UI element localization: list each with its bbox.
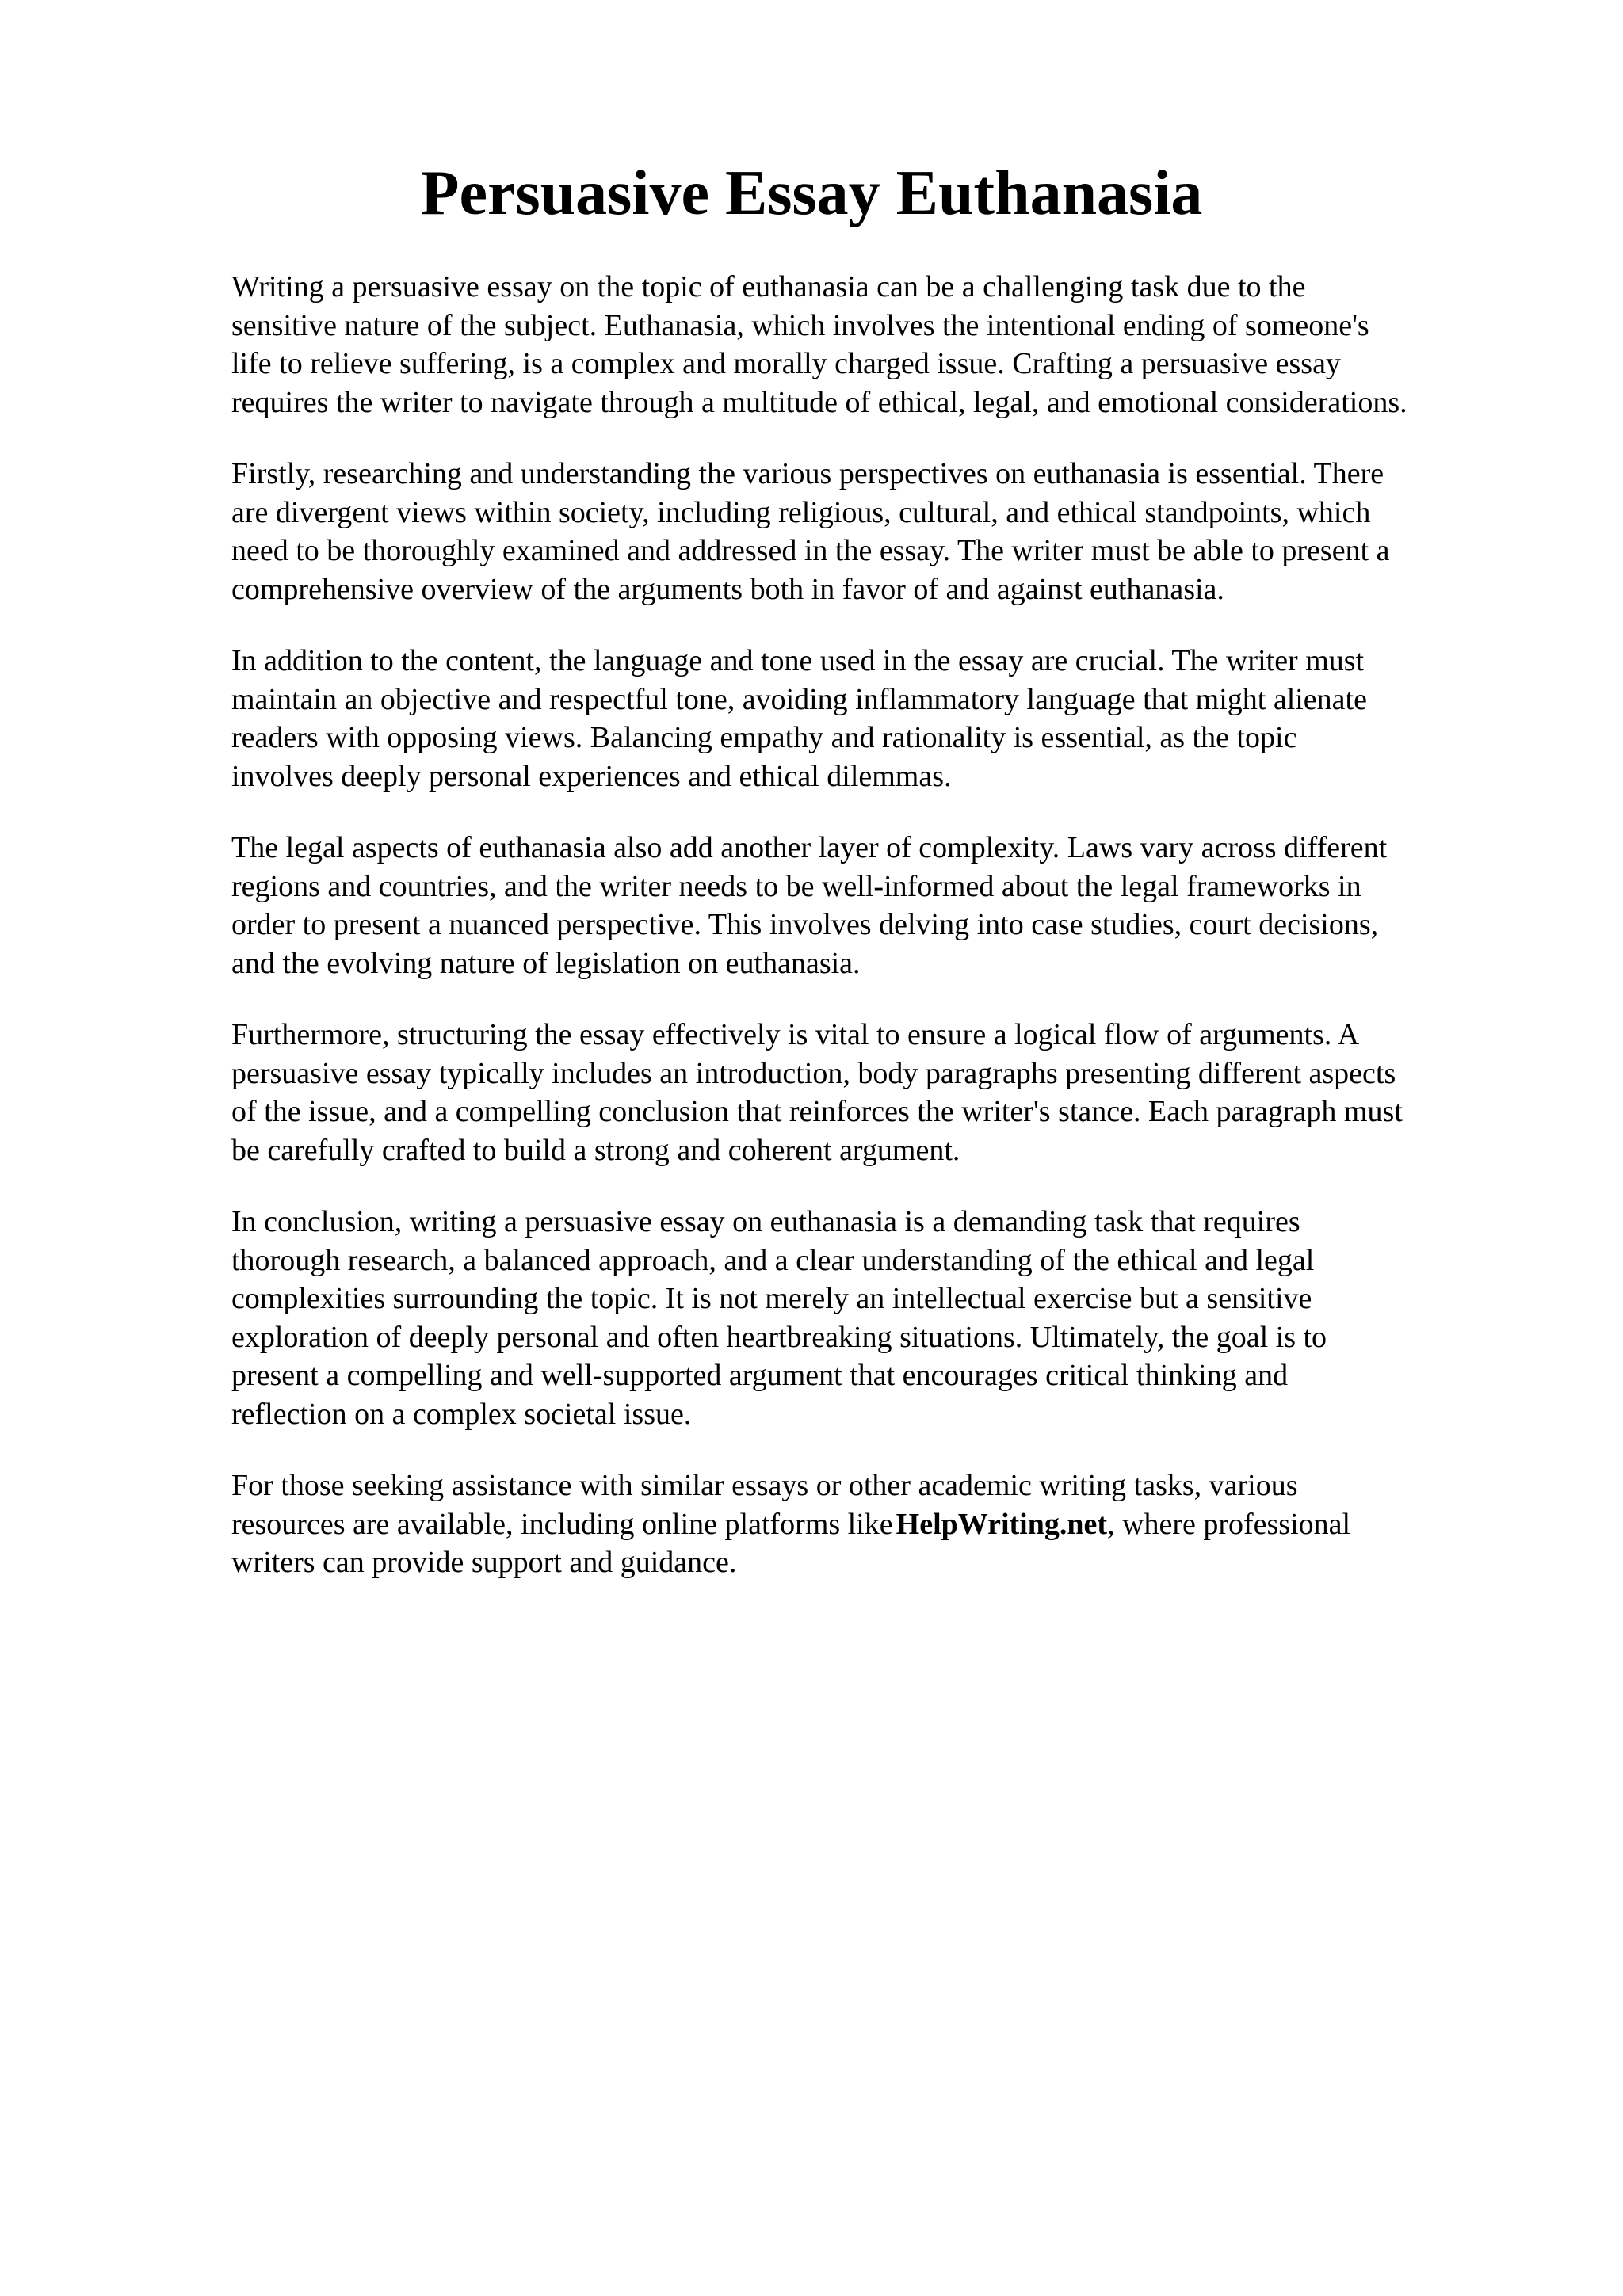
text-segment: resources are available, including online platforms like	[231, 1507, 893, 1541]
text-line: thorough research, a balanced approach, and a clear understanding of the ethical and legal	[231, 1243, 1315, 1277]
text-line: For those seeking assistance with similar essays or other academic writing tasks, various	[231, 1469, 1298, 1502]
paragraph-5	[231, 1016, 1531, 1169]
text-line: and the evolving nature of legislation on euthanasia.	[231, 946, 861, 980]
paragraph-2	[231, 455, 1531, 608]
text-line: readers with opposing views. Balancing empathy and rationality is essential, as the topic	[231, 721, 1297, 754]
text-line: of the issue, and a compelling conclusion that reinforces the writer's stance. Each paragraph must	[231, 1095, 1403, 1128]
text-line: requires the writer to navigate through a multitude of ethical, legal, and emotional considerations.	[231, 385, 1407, 419]
text-line: order to present a nuanced perspective. This involves delving into case studies, court decisions,	[231, 908, 1379, 941]
text-line: exploration of deeply personal and often heartbreaking situations. Ultimately, the goal is to	[231, 1320, 1327, 1354]
paragraph-1	[231, 268, 1531, 421]
text-line: Writing a persuasive essay on the topic of euthanasia can be a challenging task due to the	[231, 270, 1306, 303]
text-line: Furthermore, structuring the essay effectively is vital to ensure a logical flow of arguments. A	[231, 1018, 1360, 1051]
text-line: Firstly, researching and understanding the various perspectives on euthanasia is essential. There	[231, 457, 1384, 490]
text-line: complexities surrounding the topic. It is not merely an intellectual exercise but a sensitive	[231, 1282, 1312, 1315]
text-line: involves deeply personal experiences and ethical dilemmas.	[231, 759, 952, 793]
text-segment: , where professional	[1107, 1507, 1351, 1541]
text-line: In addition to the content, the language and tone used in the essay are crucial. The writer must	[231, 644, 1365, 677]
page-title: Persuasive Essay Euthanasia	[420, 158, 1203, 228]
text-line: reflection on a complex societal issue.	[231, 1397, 692, 1431]
text-line-with-link	[231, 1505, 1531, 1544]
text-line: present a compelling and well-supported argument that encourages critical thinking and	[231, 1359, 1289, 1392]
essay-body	[231, 268, 1531, 1615]
paragraph-3	[231, 642, 1531, 795]
text-line: be carefully crafted to build a strong and coherent argument.	[231, 1133, 960, 1167]
paragraph-6	[231, 1203, 1531, 1433]
text-line: maintain an objective and respectful tone, avoiding inflammatory language that might alienate	[231, 682, 1367, 716]
text-line: life to relieve suffering, is a complex and morally charged issue. Crafting a persuasive essay	[231, 347, 1341, 380]
text-line: sensitive nature of the subject. Euthanasia, which involves the intentional ending of someone's	[231, 308, 1369, 342]
text-line: comprehensive overview of the arguments both in favor of and against euthanasia.	[231, 572, 1224, 606]
text-line: persuasive essay typically includes an introduction, body paragraphs presenting different aspects	[231, 1056, 1396, 1090]
text-line: writers can provide support and guidance.	[231, 1546, 737, 1579]
paragraph-4	[231, 829, 1531, 982]
text-line: The legal aspects of euthanasia also add another layer of complexity. Laws vary across different	[231, 831, 1388, 864]
text-line: are divergent views within society, including religious, cultural, and ethical standpoints, which	[231, 495, 1371, 529]
text-line: regions and countries, and the writer needs to be well-informed about the legal frameworks in	[231, 869, 1361, 903]
text-line: need to be thoroughly examined and addressed in the essay. The writer must be able to present a	[231, 534, 1390, 567]
closing-paragraph	[231, 1466, 1531, 1582]
text-line: In conclusion, writing a persuasive essay on euthanasia is a demanding task that requires	[231, 1205, 1300, 1238]
helpwriting-link[interactable]: HelpWriting.net	[896, 1507, 1108, 1541]
